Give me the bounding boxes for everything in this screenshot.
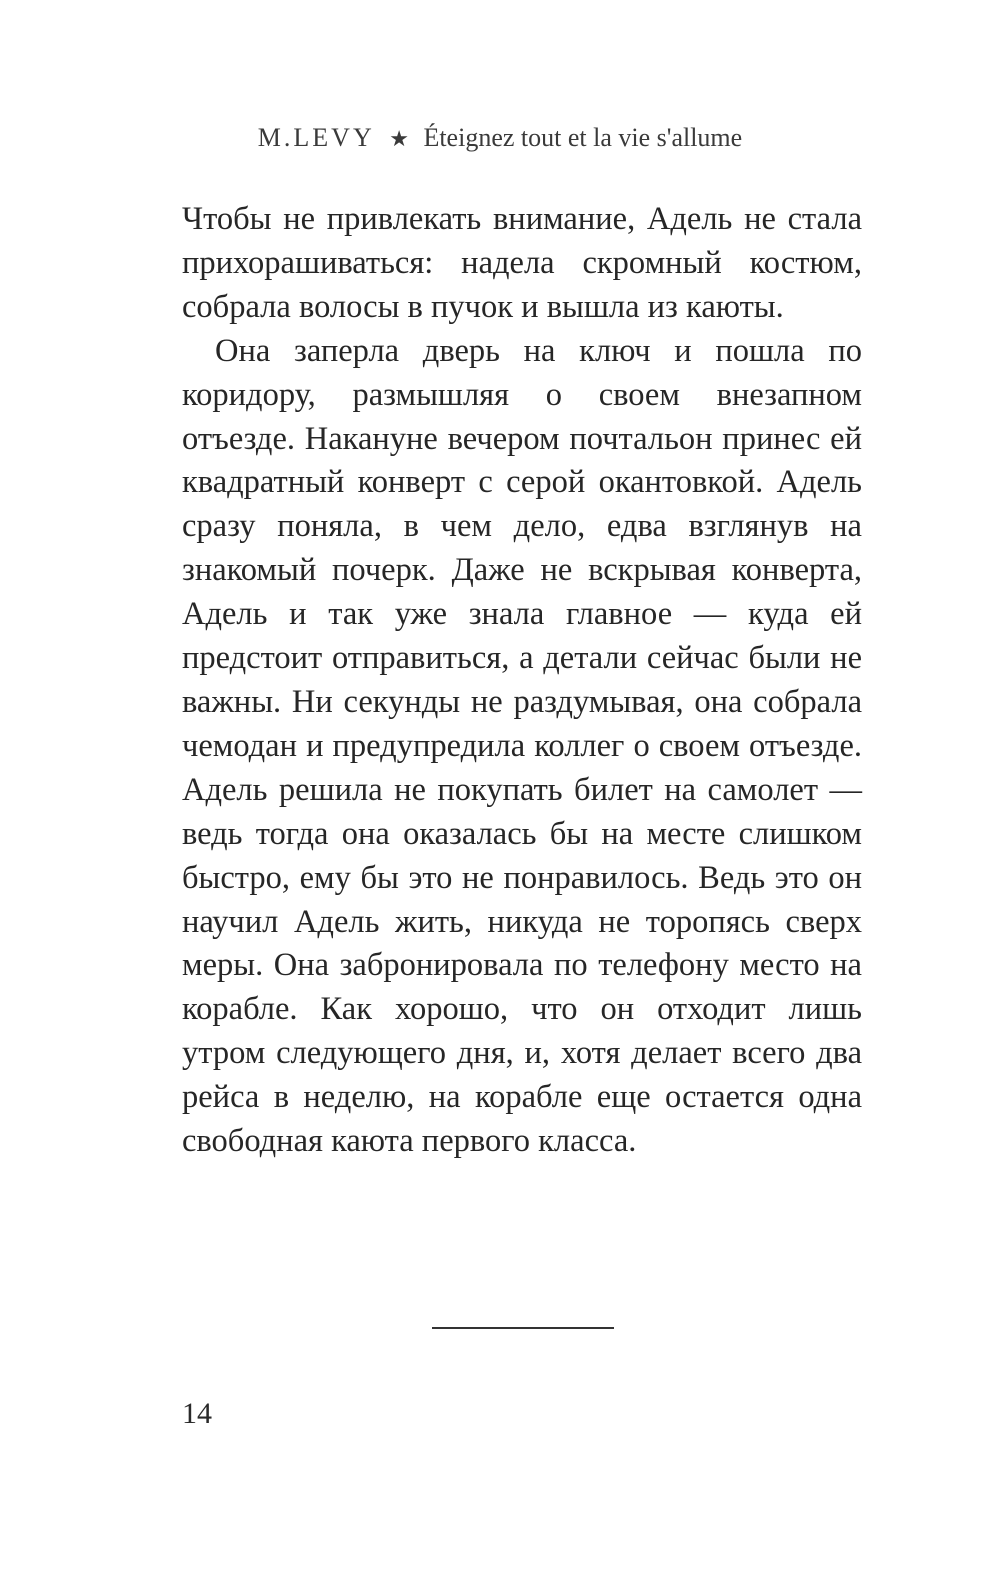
page-number: 14	[182, 1397, 212, 1430]
body-text	[182, 198, 862, 1164]
paragraph-2: Она заперла дверь на ключ и пошла по коридору, размышляя о своем внезапном отъезде. Накануне вечером почтальон принес ей квадратный конверт с серой окантовкой. Адель сразу поняла, в чем дело, едва взглянув на знакомый почерк. Даже не вскрывая конверта, Адель и так уже знала главное — куда ей предстоит отправиться, а детали сейчас были не важны. Ни секунды не раздумывая, она собрала чемодан и предупредила коллег о своем отъезде. Адель решила не покупать билет на самолет — ведь тогда она оказалась бы на месте слишком быстро, ему бы это не понравилось. Ведь это он научил Адель жить, никуда не торопясь сверх меры. Она забронировала по телефону место на корабле. Как хорошо, что он отходит лишь утром следующего дня, и, хотя делает всего два рейса в неделю, на корабле еще остается одна свободная каюта первого класса.	[182, 332, 862, 1160]
paragraph-1: Чтобы не привлекать внимание, Адель не стала прихорашиваться: надела скромный костюм, собрала волосы в пучок и вышла из каюты.	[182, 201, 862, 325]
section-divider	[432, 1327, 614, 1329]
running-header	[0, 118, 1000, 159]
header-author: M.LEVY	[257, 123, 375, 152]
header-title: Éteignez tout et la vie s'allume	[423, 123, 743, 152]
star-icon: ★	[389, 126, 409, 151]
